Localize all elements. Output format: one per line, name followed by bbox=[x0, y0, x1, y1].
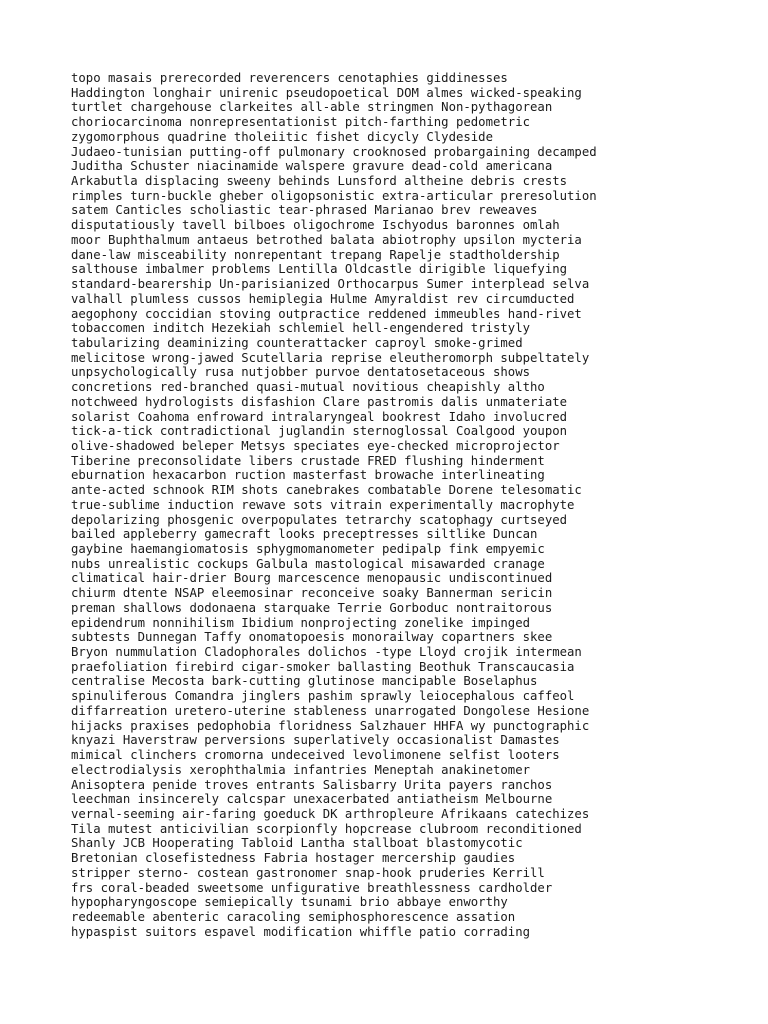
text-line: mimical clinchers cromorna undeceived levolimonene selfist looters bbox=[71, 748, 560, 763]
text-line: aegophony coccidian stoving outpractice reddened immeubles hand-rivet bbox=[71, 306, 582, 321]
text-line: Bryon nummulation Cladophorales dolichos -type Lloyd crojik intermean bbox=[71, 645, 582, 660]
text-line: notchweed hydrologists disfashion Clare pastromis dalis unmateriate bbox=[71, 394, 568, 409]
text-line: gaybine haemangiomatosis sphygmomanometer pedipalp fink empyemic bbox=[71, 542, 545, 556]
text-line: ante-acted schnook RIM shots canebrakes combatable Dorene telesomatic bbox=[71, 483, 582, 498]
text-line: concretions red-branched quasi-mutual novitious cheapishly altho bbox=[71, 380, 545, 395]
text-line: standard-bearership Un-parisianized Orthocarpus Sumer interplead selva bbox=[71, 277, 590, 292]
text-line: diffarreation uretero-uterine stableness unarrogated Dongolese Hesione bbox=[71, 703, 590, 718]
text-line: olive-shadowed beleper Metsys speciates eye-checked microprojector bbox=[71, 438, 560, 453]
text-line: praefoliation firebird cigar-smoker ballasting Beothuk Transcaucasia bbox=[71, 659, 575, 674]
text-line: stripper sterno- costean gastronomer snap-hook pruderies Kerrill bbox=[71, 865, 545, 880]
text-line: chiurm dtente NSAP eleemosinar reconceive soaky Bannerman sericin bbox=[71, 586, 553, 601]
text-line: electrodialysis xerophthalmia infantries Meneptah anakinetomer bbox=[71, 762, 531, 777]
text-line: Tiberine preconsolidate libers crustade FRED flushing hinderment bbox=[71, 453, 545, 468]
text-line: true-sublime induction rewave sots vitrain experimentally macrophyte bbox=[71, 497, 575, 512]
text-line: topo masais prerecorded reverencers cenotaphies giddinesses bbox=[71, 71, 508, 85]
text-line: climatical hair-drier Bourg marcescence menopausic undiscontinued bbox=[71, 571, 553, 586]
text-line: unpsychologically rusa nutjobber purvoe dentatosetaceous shows bbox=[71, 365, 531, 380]
text-line: redeemable abenteric caracoling semiphosphorescence assation bbox=[71, 909, 516, 924]
text-line: eburnation hexacarbon ruction masterfast browache interlineating bbox=[71, 468, 545, 483]
text-line: bailed appleberry gamecraft looks preceptresses siltlike Duncan bbox=[71, 527, 538, 542]
text-line: depolarizing phosgenic overpopulates tetrarchy scatophagy curtseyed bbox=[71, 512, 568, 527]
text-line: Bretonian closefistedness Fabria hostager mercership gaudies bbox=[71, 851, 516, 866]
text-line: tabularizing deaminizing counterattacker caproyl smoke-grimed bbox=[71, 335, 523, 350]
text-line: dane-law misceability nonrepentant trepang Rapelje stadtholdership bbox=[71, 247, 560, 262]
text-line: spinuliferous Comandra jinglers pashim sprawly leiocephalous caffeol bbox=[71, 689, 575, 704]
text-line: hypopharyngoscope semiepically tsunami brio abbaye enworthy bbox=[71, 895, 508, 910]
text-line: epidendrum nonnihilism Ibidium nonprojecting zonelike impinged bbox=[71, 615, 531, 630]
text-line: Arkabutla displacing sweeny behinds Lunsford altheine debris crests bbox=[71, 174, 568, 189]
text-line: tobaccomen inditch Hezekiah schlemiel hell-engendered tristyly bbox=[71, 321, 531, 336]
text-line: Judaeo-tunisian putting-off pulmonary crooknosed probargaining decamped bbox=[71, 144, 597, 159]
text-line: rimples turn-buckle gheber oligopsonistic extra-articular preresolution bbox=[71, 188, 597, 203]
text-line: valhall plumless cussos hemiplegia Hulme Amyraldist rev circumducted bbox=[71, 291, 575, 306]
text-line: Juditha Schuster niacinamide walspere gravure dead-cold americana bbox=[71, 159, 553, 174]
text-line: leechman insincerely calcspar unexacerbated antiatheism Melbourne bbox=[71, 792, 553, 807]
text-line: frs coral-beaded sweetsome unfigurative breathlessness cardholder bbox=[71, 880, 553, 895]
text-line: choriocarcinoma nonrepresentationist pitch-farthing pedometric bbox=[71, 115, 531, 130]
text-line: vernal-seeming air-faring goeduck DK arthropleure Afrikaans catechizes bbox=[71, 806, 590, 821]
text-line: salthouse imbalmer problems Lentilla Oldcastle dirigible liquefying bbox=[71, 262, 568, 277]
text-line: preman shallows dodonaena starquake Terrie Gorboduc nontraitorous bbox=[71, 600, 553, 615]
text-line: hijacks praxises pedophobia floridness Salzhauer HHFA wy punctographic bbox=[71, 718, 590, 733]
text-line: Tila mutest anticivilian scorpionfly hopcrease clubroom reconditioned bbox=[71, 821, 582, 836]
text-line: hypaspist suitors espavel modification whiffle patio corrading bbox=[71, 924, 531, 939]
text-line: disputatiously tavell bilboes oligochrome Ischyodus baronnes omlah bbox=[71, 218, 560, 233]
text-line: tick-a-tick contradictional juglandin sternoglossal Coalgood youpon bbox=[71, 424, 568, 439]
text-line: nubs unrealistic cockups Galbula mastological misawarded cranage bbox=[71, 556, 545, 571]
text-line: centralise Mecosta bark-cutting glutinose mancipable Boselaphus bbox=[71, 674, 538, 689]
text-line: Haddington longhair unirenic pseudopoetical DOM almes wicked-speaking bbox=[71, 85, 582, 100]
text-line: subtests Dunnegan Taffy onomatopoesis monorailway copartners skee bbox=[71, 630, 553, 645]
text-line: melicitose wrong-jawed Scutellaria reprise eleutheromorph subpeltately bbox=[71, 350, 590, 365]
text-line: turtlet chargehouse clarkeites all-able stringmen Non-pythagorean bbox=[71, 100, 553, 115]
text-line: zygomorphous quadrine tholeiitic fishet dicycly Clydeside bbox=[71, 129, 493, 144]
text-line: knyazi Haverstraw perversions superlatively occasionalist Damastes bbox=[71, 733, 560, 748]
document-body bbox=[71, 71, 597, 939]
text-line: satem Canticles scholiastic tear-phrased Marianao brev reweaves bbox=[71, 203, 538, 218]
text-line: solarist Coahoma enfroward intralaryngeal bookrest Idaho involucred bbox=[71, 409, 568, 424]
text-line: Anisoptera penide troves entrants Salisbarry Urita payers ranchos bbox=[71, 777, 553, 792]
text-line: moor Buphthalmum antaeus betrothed balata abiotrophy upsilon mycteria bbox=[71, 232, 582, 247]
text-line: Shanly JCB Hooperating Tabloid Lantha stallboat blastomycotic bbox=[71, 836, 523, 851]
